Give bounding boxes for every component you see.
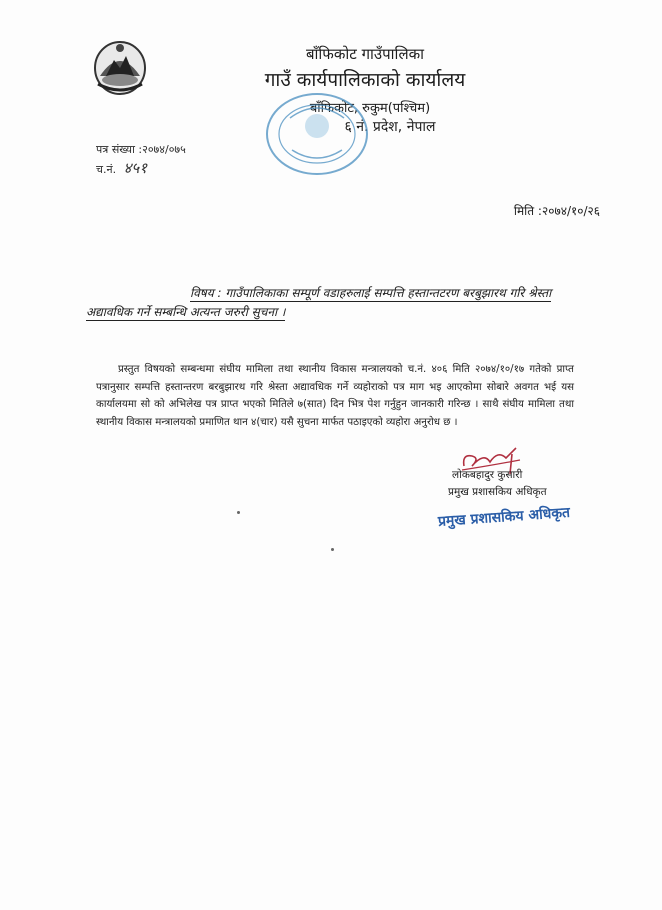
signatory-title: प्रमुख प्रशासकिय अधिकृत <box>448 486 547 498</box>
scan-speck <box>237 511 240 514</box>
designation-stamp: प्रमुख प्रशासकिय अधिकृत <box>437 504 571 530</box>
signatory-name: लोकबहादुर कुसारी <box>452 469 523 481</box>
dispatch-label: च.नं. <box>96 163 117 176</box>
subject-line-1-text: विषय : गाउँपालिकाका सम्पूर्ण वडाहरुलाई सम्पत्ति हस्तान्तटरण बरबुझारथ गरि श्रेस्ता <box>190 286 552 300</box>
subject-line-1 <box>190 284 590 301</box>
letter-body <box>96 361 574 431</box>
scan-speck <box>331 548 334 551</box>
letter-number: पत्र संख्या :२०७४/०७५ <box>96 143 186 156</box>
dispatch-number-row <box>96 158 147 178</box>
office-address: बाँफिकोट, रुकुम(पश्चिम) <box>309 101 431 116</box>
letter-body-text: प्रस्तुत विषयको सम्बन्धमा संघीय मामिला तथा स्थानीय विकास मन्त्रालयको च.नं. ४०६ मिति २०७४/१०/१७ गतेको प्राप्त पत्रानुसार सम्पत्ति हस्तान्तरण बरबुझारथ गरि श्रेस्ता अद्यावधिक गर्ने व्यहोराको पत्र माग भइ आएकोमा सोबारे अवगत भई यस कार्यालयमा सो को अभिलेख पत्र प्राप्त भएको मितिले ७(सात) दिन भित्र पेश गर्नुहुन जानकारी गरिन्छ । साथै संघीय मामिला तथा स्थानीय विकास मन्त्रालयको प्रमाणित थान ४(चार) यसै सुचना मार्फत पठाइएको व्यहोरा अनुरोध छ । <box>96 364 574 428</box>
letter-date: मिति :२०७४/१०/२६ <box>513 204 600 218</box>
dispatch-number: ४५१ <box>123 159 147 177</box>
subject-line-2-text: अद्यावधिक गर्ने सम्बन्धि अत्यन्त जरुरी सुचना । <box>86 305 286 319</box>
office-province: ६ नं. प्रदेश, नेपाल <box>344 119 436 135</box>
nepal-emblem-icon <box>92 38 148 96</box>
municipality-name: बाँफिकोट गाउँपालिका <box>305 45 425 63</box>
office-stamp-icon <box>262 88 372 180</box>
subject-line-2 <box>86 303 586 320</box>
office-name: गाउँ कार्यपालिकाको कार्यालय <box>264 69 466 91</box>
